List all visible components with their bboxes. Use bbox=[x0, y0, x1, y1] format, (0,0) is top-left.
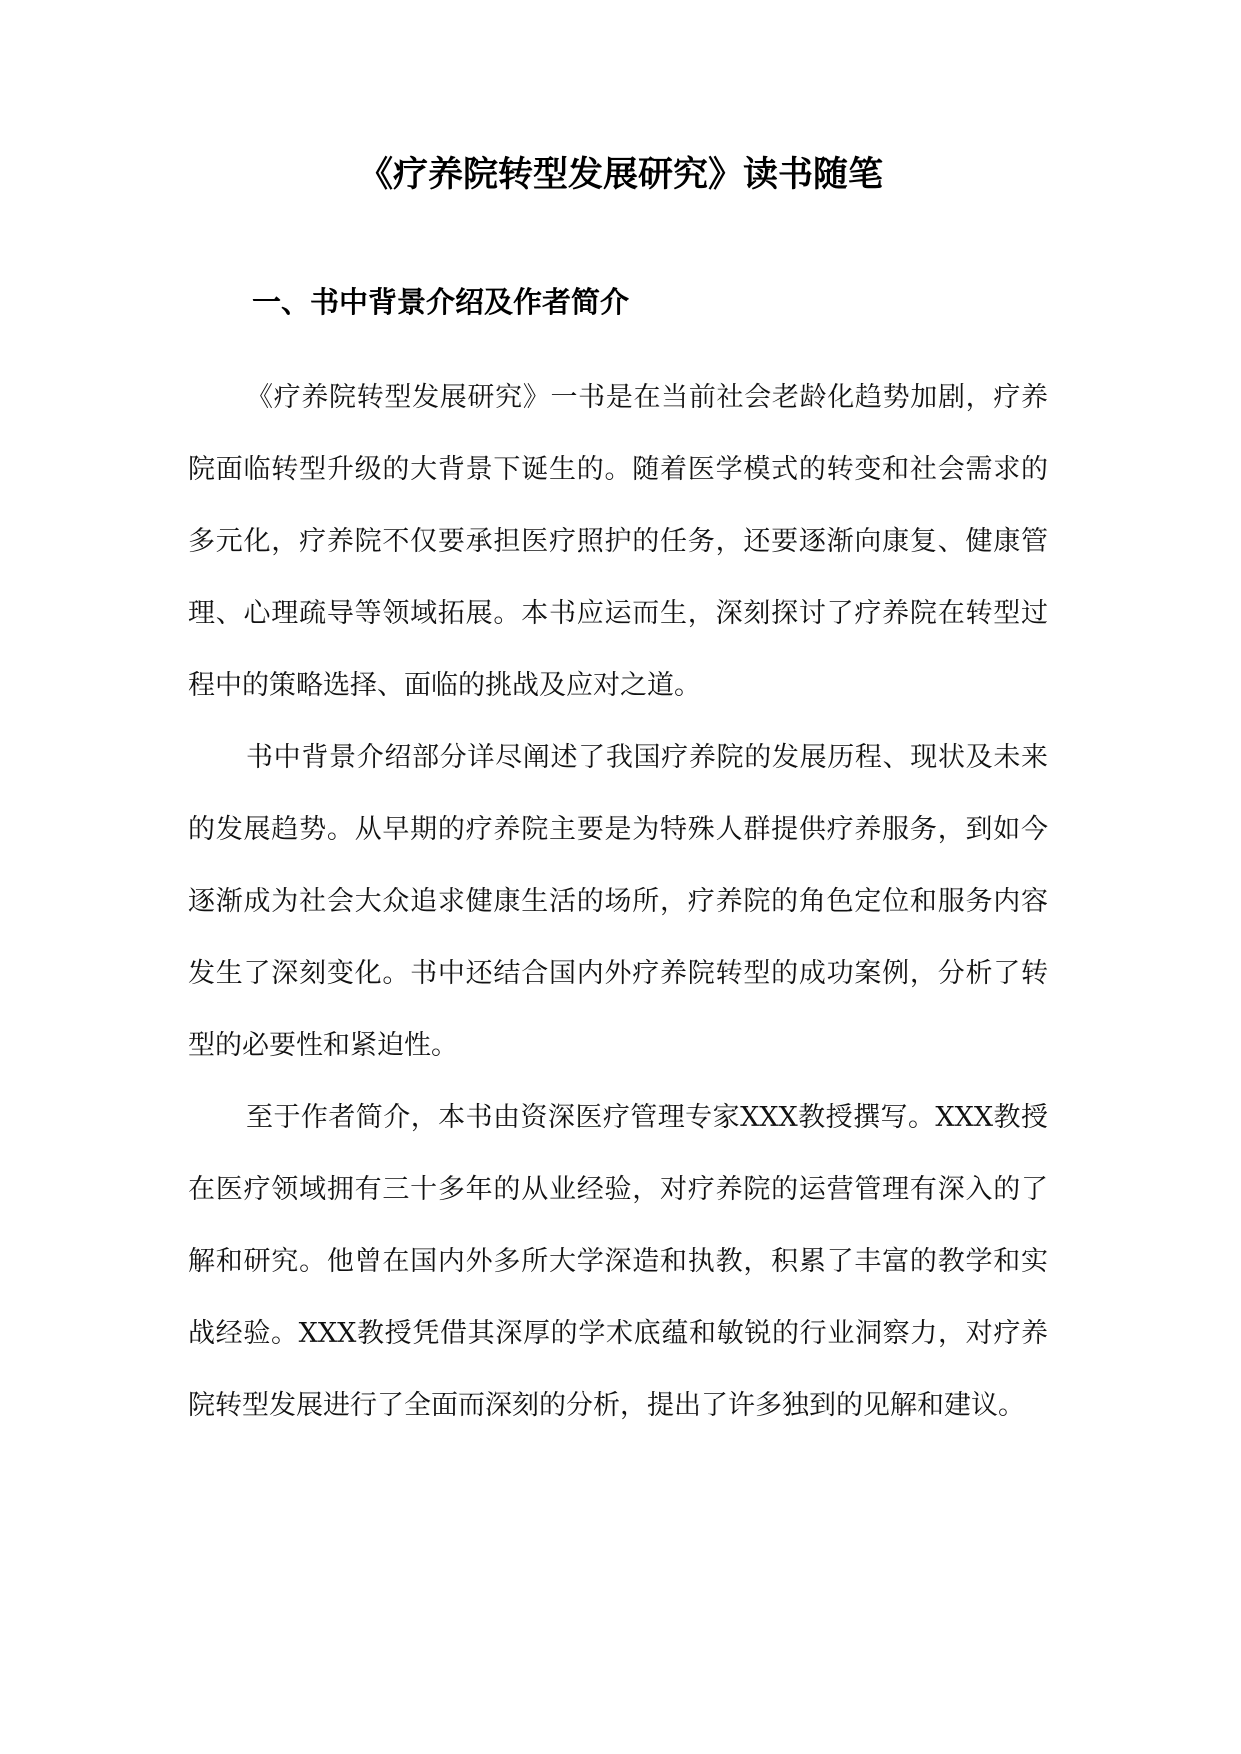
paragraph-history: 书中背景介绍部分详尽阐述了我国疗养院的发展历程、现状及未来的发展趋势。从早期的疗养院主要是为特殊人群提供疗养服务，到如今逐渐成为社会大众追求健康生活的场所，疗养院的角色定位和服务内容发生了深刻变化。书中还结合国内外疗养院转型的成功案例，分析了转型的必要性和紧迫性。 bbox=[188, 742, 1048, 1061]
document-body bbox=[188, 362, 1048, 1442]
page-title: 《疗养院转型发展研究》读书随笔 bbox=[357, 155, 883, 195]
paragraph-background: 《疗养院转型发展研究》一书是在当前社会老龄化趋势加剧，疗养院面临转型升级的大背景下诞生的。随着医学模式的转变和社会需求的多元化，疗养院不仅要承担医疗照护的任务，还要逐渐向康复、健康管理、心理疏导等领域拓展。本书应运而生，深刻探讨了疗养院在转型过程中的策略选择、面临的挑战及应对之道。 bbox=[188, 382, 1048, 701]
section-heading: 一、书中背景介绍及作者简介 bbox=[252, 285, 630, 319]
paragraph-author: 至于作者简介，本书由资深医疗管理专家XXX教授撰写。XXX教授在医疗领域拥有三十多年的从业经验，对疗养院的运营管理有深入的了解和研究。他曾在国内外多所大学深造和执教，积累了丰富的教学和实战经验。XXX教授凭借其深厚的学术底蕴和敏锐的行业洞察力，对疗养院转型发展进行了全面而深刻的分析，提出了许多独到的见解和建议。 bbox=[188, 1102, 1048, 1421]
